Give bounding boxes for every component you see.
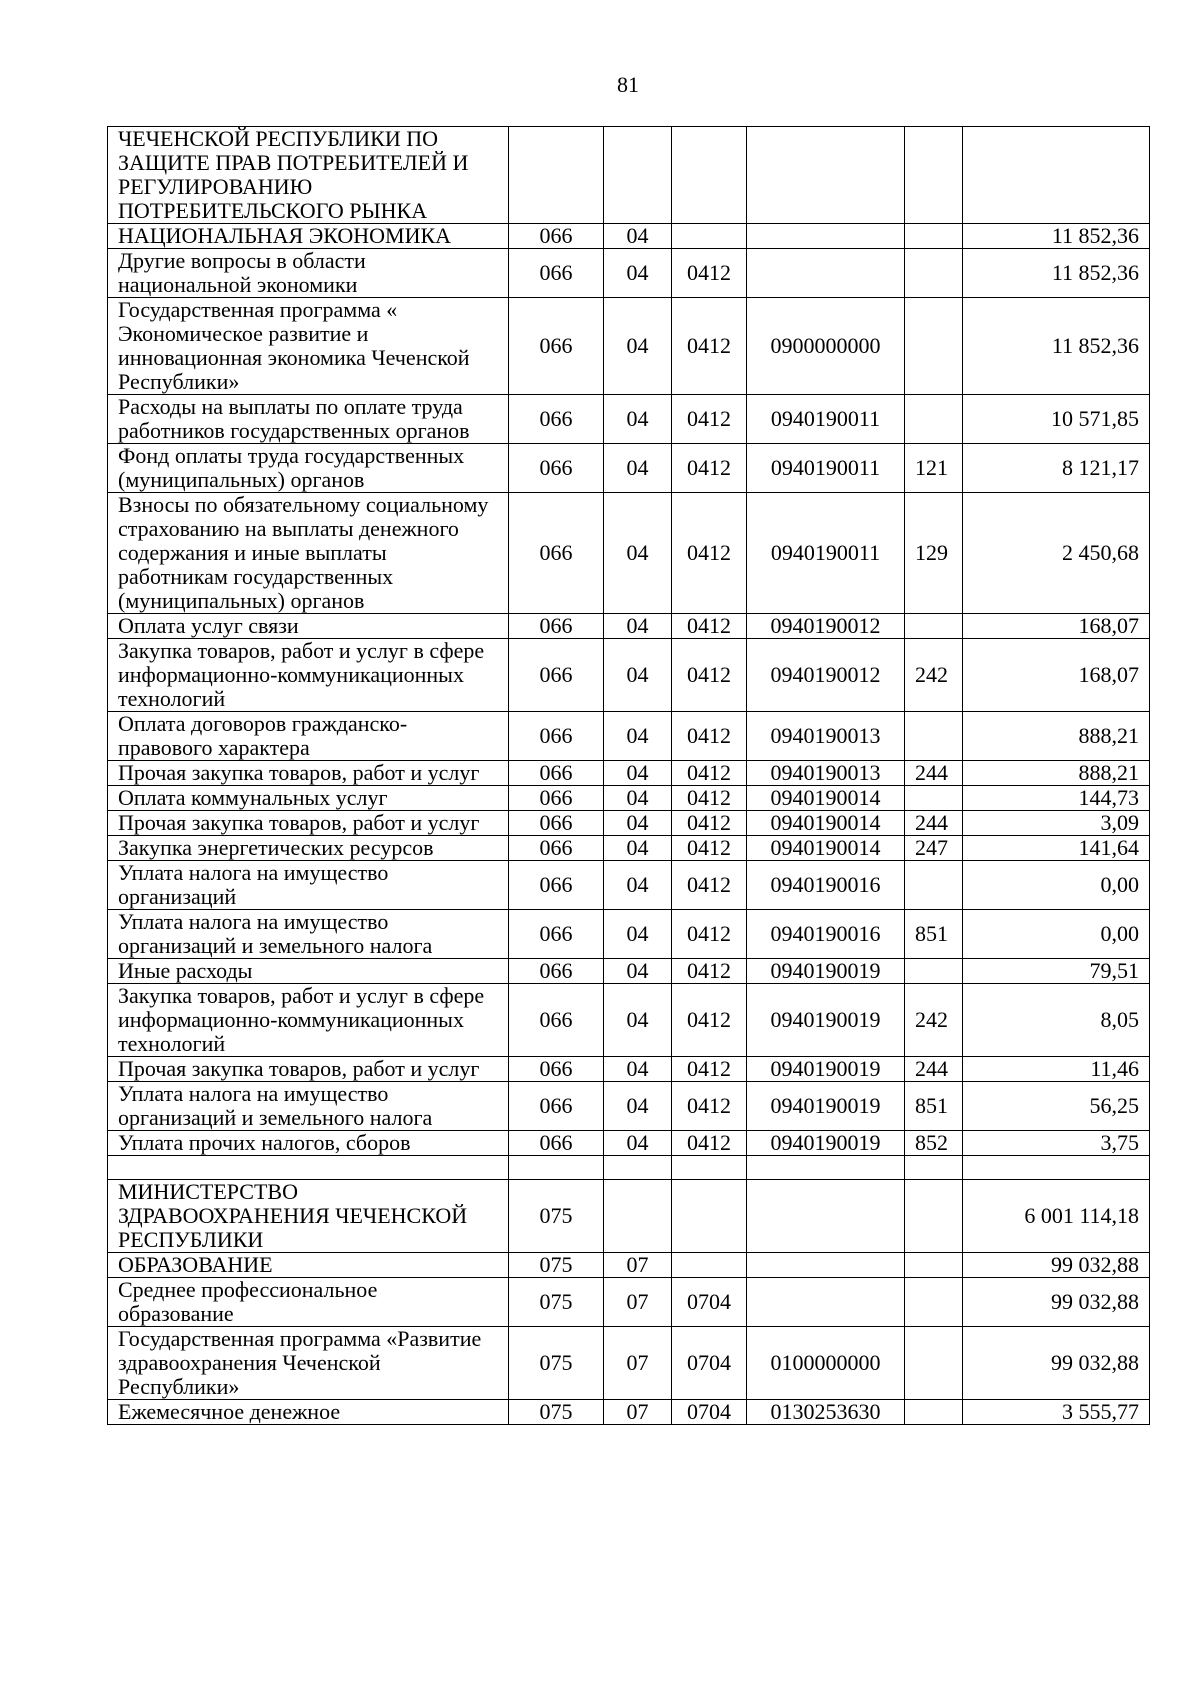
expense-type-cell: 244	[905, 1057, 963, 1082]
target-article-cell	[747, 1278, 905, 1327]
expense-type-cell: 851	[905, 910, 963, 959]
ministry-code-cell	[509, 127, 604, 224]
expense-type-cell	[905, 861, 963, 910]
section-code-cell	[604, 1180, 672, 1253]
target-article-cell: 0940190012	[747, 639, 905, 712]
table-row	[108, 639, 1150, 712]
table-row	[108, 959, 1150, 984]
expense-type-cell	[905, 395, 963, 444]
ministry-code-cell: 066	[509, 910, 604, 959]
table-row	[108, 249, 1150, 298]
target-article-cell: 0940190011	[747, 395, 905, 444]
subsection-code-cell: 0412	[672, 444, 747, 493]
amount-cell: 99 032,88	[963, 1253, 1150, 1278]
amount-cell: 0,00	[963, 910, 1150, 959]
target-article-cell: 0940190019	[747, 1057, 905, 1082]
target-article-cell: 0940190012	[747, 614, 905, 639]
expense-type-cell	[905, 249, 963, 298]
target-article-cell: 0100000000	[747, 1327, 905, 1400]
target-article-cell: 0940190013	[747, 761, 905, 786]
expense-type-cell	[905, 1180, 963, 1253]
subsection-code-cell: 0412	[672, 786, 747, 811]
expense-type-cell: 242	[905, 639, 963, 712]
amount-cell: 11 852,36	[963, 249, 1150, 298]
expense-type-cell: 852	[905, 1131, 963, 1156]
ministry-code-cell: 066	[509, 298, 604, 395]
table-row	[108, 1057, 1150, 1082]
ministry-code-cell: 066	[509, 614, 604, 639]
table-row	[108, 1327, 1150, 1400]
row-name-cell: МИНИСТЕРСТВО ЗДРАВООХРАНЕНИЯ ЧЕЧЕНСКОЙ РЕСПУБЛИКИ	[108, 1180, 509, 1253]
row-name-cell	[108, 1156, 509, 1180]
target-article-cell	[747, 1156, 905, 1180]
subsection-code-cell: 0412	[672, 836, 747, 861]
table-row	[108, 1400, 1150, 1425]
expense-type-cell: 247	[905, 836, 963, 861]
subsection-code-cell	[672, 1253, 747, 1278]
amount-cell: 99 032,88	[963, 1327, 1150, 1400]
row-name-cell: Взносы по обязательному социальному страхованию на выплаты денежного содержания и иные выплаты работникам государственных (муниципальных) органов	[108, 493, 509, 614]
table-row	[108, 984, 1150, 1057]
row-name-cell: Закупка товаров, работ и услуг в сфере информационно-коммуникационных технологий	[108, 639, 509, 712]
expense-type-cell	[905, 959, 963, 984]
section-code-cell: 04	[604, 224, 672, 249]
section-code-cell: 04	[604, 249, 672, 298]
table-row	[108, 836, 1150, 861]
target-article-cell	[747, 224, 905, 249]
row-name-cell: ОБРАЗОВАНИЕ	[108, 1253, 509, 1278]
amount-cell: 56,25	[963, 1082, 1150, 1131]
table-row	[108, 712, 1150, 761]
table-row	[108, 761, 1150, 786]
target-article-cell	[747, 1180, 905, 1253]
target-article-cell	[747, 127, 905, 224]
ministry-code-cell: 066	[509, 1082, 604, 1131]
ministry-code-cell: 066	[509, 444, 604, 493]
expense-type-cell	[905, 614, 963, 639]
table-row	[108, 1082, 1150, 1131]
section-code-cell: 04	[604, 984, 672, 1057]
table-row	[108, 861, 1150, 910]
expense-type-cell	[905, 1278, 963, 1327]
ministry-code-cell: 066	[509, 959, 604, 984]
table-row	[108, 1156, 1150, 1180]
target-article-cell: 0940190011	[747, 493, 905, 614]
table-row	[108, 614, 1150, 639]
amount-cell: 6 001 114,18	[963, 1180, 1150, 1253]
ministry-code-cell: 066	[509, 395, 604, 444]
target-article-cell: 0940190014	[747, 786, 905, 811]
budget-table-body	[108, 127, 1150, 1425]
ministry-code-cell: 075	[509, 1278, 604, 1327]
section-code-cell: 07	[604, 1253, 672, 1278]
subsection-code-cell: 0412	[672, 761, 747, 786]
expense-type-cell: 121	[905, 444, 963, 493]
subsection-code-cell	[672, 1156, 747, 1180]
target-article-cell: 0940190016	[747, 910, 905, 959]
row-name-cell: Закупка энергетических ресурсов	[108, 836, 509, 861]
row-name-cell: Прочая закупка товаров, работ и услуг	[108, 811, 509, 836]
target-article-cell	[747, 249, 905, 298]
ministry-code-cell: 066	[509, 493, 604, 614]
expense-type-cell: 129	[905, 493, 963, 614]
amount-cell: 3,09	[963, 811, 1150, 836]
table-row	[108, 1131, 1150, 1156]
section-code-cell: 04	[604, 786, 672, 811]
row-name-cell: Прочая закупка товаров, работ и услуг	[108, 761, 509, 786]
expense-type-cell	[905, 1400, 963, 1425]
section-code-cell	[604, 1156, 672, 1180]
table-row	[108, 786, 1150, 811]
table-row	[108, 127, 1150, 224]
amount-cell: 888,21	[963, 712, 1150, 761]
amount-cell: 79,51	[963, 959, 1150, 984]
row-name-cell: Оплата услуг связи	[108, 614, 509, 639]
ministry-code-cell: 066	[509, 224, 604, 249]
row-name-cell: Среднее профессиональное образование	[108, 1278, 509, 1327]
amount-cell: 11 852,36	[963, 298, 1150, 395]
amount-cell: 144,73	[963, 786, 1150, 811]
row-name-cell: Прочая закупка товаров, работ и услуг	[108, 1057, 509, 1082]
amount-cell: 141,64	[963, 836, 1150, 861]
subsection-code-cell	[672, 127, 747, 224]
row-name-cell: Уплата налога на имущество организаций	[108, 861, 509, 910]
ministry-code-cell: 066	[509, 786, 604, 811]
row-name-cell: Расходы на выплаты по оплате труда работников государственных органов	[108, 395, 509, 444]
expense-type-cell	[905, 1253, 963, 1278]
row-name-cell: Государственная программа «Развитие здравоохранения Чеченской Республики»	[108, 1327, 509, 1400]
section-code-cell: 07	[604, 1327, 672, 1400]
target-article-cell: 0940190014	[747, 811, 905, 836]
table-row	[108, 395, 1150, 444]
expense-type-cell	[905, 127, 963, 224]
expense-type-cell	[905, 224, 963, 249]
section-code-cell: 04	[604, 493, 672, 614]
section-code-cell: 04	[604, 614, 672, 639]
expense-type-cell: 244	[905, 811, 963, 836]
amount-cell: 11 852,36	[963, 224, 1150, 249]
subsection-code-cell: 0412	[672, 1082, 747, 1131]
ministry-code-cell: 075	[509, 1253, 604, 1278]
ministry-code-cell: 066	[509, 761, 604, 786]
ministry-code-cell: 066	[509, 1131, 604, 1156]
expense-type-cell	[905, 298, 963, 395]
subsection-code-cell: 0412	[672, 1131, 747, 1156]
table-row	[108, 910, 1150, 959]
table-row	[108, 811, 1150, 836]
subsection-code-cell: 0412	[672, 298, 747, 395]
table-row	[108, 1180, 1150, 1253]
target-article-cell: 0130253630	[747, 1400, 905, 1425]
row-name-cell: ЧЕЧЕНСКОЙ РЕСПУБЛИКИ ПО ЗАЩИТЕ ПРАВ ПОТРЕБИТЕЛЕЙ И РЕГУЛИРОВАНИЮ ПОТРЕБИТЕЛЬСКОГО РЫНКА	[108, 127, 509, 224]
expense-type-cell: 244	[905, 761, 963, 786]
subsection-code-cell	[672, 224, 747, 249]
section-code-cell: 04	[604, 395, 672, 444]
row-name-cell: Ежемесячное денежное	[108, 1400, 509, 1425]
amount-cell: 8 121,17	[963, 444, 1150, 493]
row-name-cell: Фонд оплаты труда государственных (муниципальных) органов	[108, 444, 509, 493]
row-name-cell: Закупка товаров, работ и услуг в сфере информационно-коммуникационных технологий	[108, 984, 509, 1057]
subsection-code-cell: 0412	[672, 639, 747, 712]
ministry-code-cell: 075	[509, 1400, 604, 1425]
section-code-cell: 04	[604, 910, 672, 959]
expense-type-cell	[905, 786, 963, 811]
amount-cell	[963, 127, 1150, 224]
ministry-code-cell: 066	[509, 712, 604, 761]
target-article-cell: 0940190019	[747, 959, 905, 984]
table-row	[108, 224, 1150, 249]
row-name-cell: Государственная программа « Экономическое развитие и инновационная экономика Чеченской Республики»	[108, 298, 509, 395]
row-name-cell: Уплата прочих налогов, сборов	[108, 1131, 509, 1156]
expense-type-cell	[905, 712, 963, 761]
section-code-cell	[604, 127, 672, 224]
section-code-cell: 07	[604, 1400, 672, 1425]
subsection-code-cell: 0412	[672, 984, 747, 1057]
page-number: 81	[617, 72, 639, 97]
subsection-code-cell: 0704	[672, 1327, 747, 1400]
ministry-code-cell: 066	[509, 861, 604, 910]
amount-cell: 168,07	[963, 639, 1150, 712]
ministry-code-cell: 066	[509, 1057, 604, 1082]
target-article-cell: 0940190019	[747, 984, 905, 1057]
row-name-cell: Уплата налога на имущество организаций и земельного налога	[108, 910, 509, 959]
section-code-cell: 04	[604, 811, 672, 836]
subsection-code-cell: 0412	[672, 811, 747, 836]
target-article-cell: 0940190013	[747, 712, 905, 761]
target-article-cell: 0940190011	[747, 444, 905, 493]
subsection-code-cell: 0412	[672, 910, 747, 959]
table-row	[108, 298, 1150, 395]
table-row	[108, 493, 1150, 614]
row-name-cell: Оплата коммунальных услуг	[108, 786, 509, 811]
section-code-cell: 04	[604, 639, 672, 712]
row-name-cell: Иные расходы	[108, 959, 509, 984]
table-row	[108, 1278, 1150, 1327]
ministry-code-cell	[509, 1156, 604, 1180]
amount-cell: 0,00	[963, 861, 1150, 910]
table-row	[108, 444, 1150, 493]
subsection-code-cell: 0412	[672, 493, 747, 614]
subsection-code-cell: 0412	[672, 614, 747, 639]
section-code-cell: 04	[604, 712, 672, 761]
section-code-cell: 04	[604, 1082, 672, 1131]
section-code-cell: 07	[604, 1278, 672, 1327]
subsection-code-cell: 0412	[672, 959, 747, 984]
amount-cell: 99 032,88	[963, 1278, 1150, 1327]
section-code-cell: 04	[604, 959, 672, 984]
expense-type-cell	[905, 1156, 963, 1180]
amount-cell: 8,05	[963, 984, 1150, 1057]
row-name-cell: Уплата налога на имущество организаций и земельного налога	[108, 1082, 509, 1131]
section-code-cell: 04	[604, 1057, 672, 1082]
amount-cell: 3 555,77	[963, 1400, 1150, 1425]
target-article-cell: 0940190019	[747, 1082, 905, 1131]
subsection-code-cell: 0412	[672, 712, 747, 761]
expense-type-cell	[905, 1327, 963, 1400]
subsection-code-cell: 0412	[672, 249, 747, 298]
budget-table	[107, 126, 1150, 1425]
ministry-code-cell: 066	[509, 639, 604, 712]
amount-cell	[963, 1156, 1150, 1180]
target-article-cell: 0940190016	[747, 861, 905, 910]
subsection-code-cell: 0412	[672, 395, 747, 444]
ministry-code-cell: 066	[509, 811, 604, 836]
amount-cell: 888,21	[963, 761, 1150, 786]
row-name-cell: НАЦИОНАЛЬНАЯ ЭКОНОМИКА	[108, 224, 509, 249]
section-code-cell: 04	[604, 1131, 672, 1156]
amount-cell: 10 571,85	[963, 395, 1150, 444]
row-name-cell: Другие вопросы в области национальной экономики	[108, 249, 509, 298]
ministry-code-cell: 066	[509, 249, 604, 298]
section-code-cell: 04	[604, 836, 672, 861]
table-row	[108, 1253, 1150, 1278]
row-name-cell: Оплата договоров гражданско-правового характера	[108, 712, 509, 761]
subsection-code-cell	[672, 1180, 747, 1253]
ministry-code-cell: 075	[509, 1180, 604, 1253]
section-code-cell: 04	[604, 444, 672, 493]
section-code-cell: 04	[604, 298, 672, 395]
amount-cell: 2 450,68	[963, 493, 1150, 614]
amount-cell: 11,46	[963, 1057, 1150, 1082]
target-article-cell: 0940190019	[747, 1131, 905, 1156]
subsection-code-cell: 0412	[672, 1057, 747, 1082]
ministry-code-cell: 066	[509, 836, 604, 861]
target-article-cell	[747, 1253, 905, 1278]
subsection-code-cell: 0704	[672, 1278, 747, 1327]
amount-cell: 168,07	[963, 614, 1150, 639]
expense-type-cell: 851	[905, 1082, 963, 1131]
expense-type-cell: 242	[905, 984, 963, 1057]
subsection-code-cell: 0412	[672, 861, 747, 910]
target-article-cell: 0900000000	[747, 298, 905, 395]
subsection-code-cell: 0704	[672, 1400, 747, 1425]
target-article-cell: 0940190014	[747, 836, 905, 861]
section-code-cell: 04	[604, 861, 672, 910]
ministry-code-cell: 066	[509, 984, 604, 1057]
amount-cell: 3,75	[963, 1131, 1150, 1156]
ministry-code-cell: 075	[509, 1327, 604, 1400]
section-code-cell: 04	[604, 761, 672, 786]
